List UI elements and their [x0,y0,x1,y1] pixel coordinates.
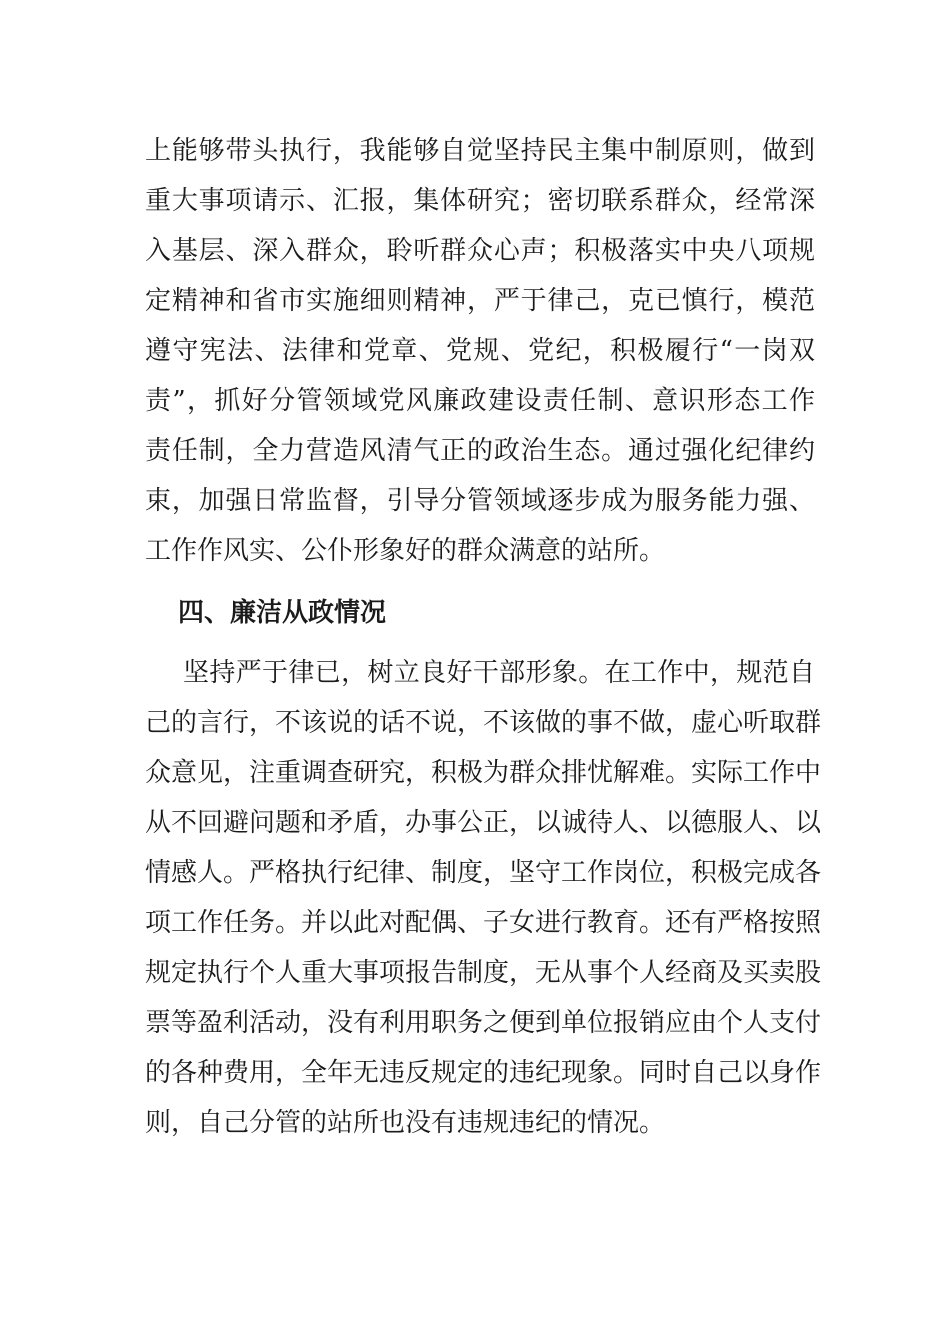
text-line: 项工作任务。并以此对配偶、子女进行教育。还有严格按照 [145,908,822,938]
text-line: 己的言行，不该说的话不说，不该做的事不做，虚心听取群 [145,708,822,738]
text-line: 入基层、深入群众，聆听群众心声；积极落实中央八项规 [145,236,815,266]
text-line: 规定执行个人重大事项报告制度，无从事个人经商及买卖股 [145,958,822,988]
text-line: 束，加强日常监督，引导分管领域逐步成为服务能力强、 [145,486,815,516]
paragraph-integrity [145,648,822,1148]
text-line: 责任制，全力营造风清气正的政治生态。通过强化纪律约 [145,436,815,466]
text-line: 重大事项请示、汇报，集体研究；密切联系群众，经常深 [145,186,815,216]
text-line: 的各种费用，全年无违反规定的违纪现象。同时自己以身作 [145,1058,822,1088]
text-line: 众意见，注重调查研究，积极为群众排忧解难。实际工作中 [145,758,822,788]
text-line: 遵守宪法、法律和党章、党规、党纪，积极履行“一岗双 [145,336,815,366]
text-line: 从不回避问题和矛盾，办事公正，以诚待人、以德服人、以 [145,808,822,838]
text-line: 责”，抓好分管领域党风廉政建设责任制、意识形态工作 [145,386,815,416]
text-line: 上能够带头执行，我能够自觉坚持民主集中制原则，做到 [145,136,815,166]
text-line: 则，自己分管的站所也没有违规违纪的情况。 [145,1108,666,1138]
text-line: 情感人。严格执行纪律、制度，坚守工作岗位，积极完成各 [145,858,822,888]
text-line: 定精神和省市实施细则精神，严于律己，克已慎行，模范 [145,286,815,316]
text-line: 工作作风实、公仆形象好的群众满意的站所。 [145,536,666,566]
text-line: 坚持严于律已，树立良好干部形象。在工作中，规范自 [183,658,815,688]
section-heading: 四、廉洁从政情况 [178,598,387,628]
paragraph-party-discipline [145,126,815,576]
text-line: 票等盈利活动，没有利用职务之便到单位报销应由个人支付 [145,1008,822,1038]
